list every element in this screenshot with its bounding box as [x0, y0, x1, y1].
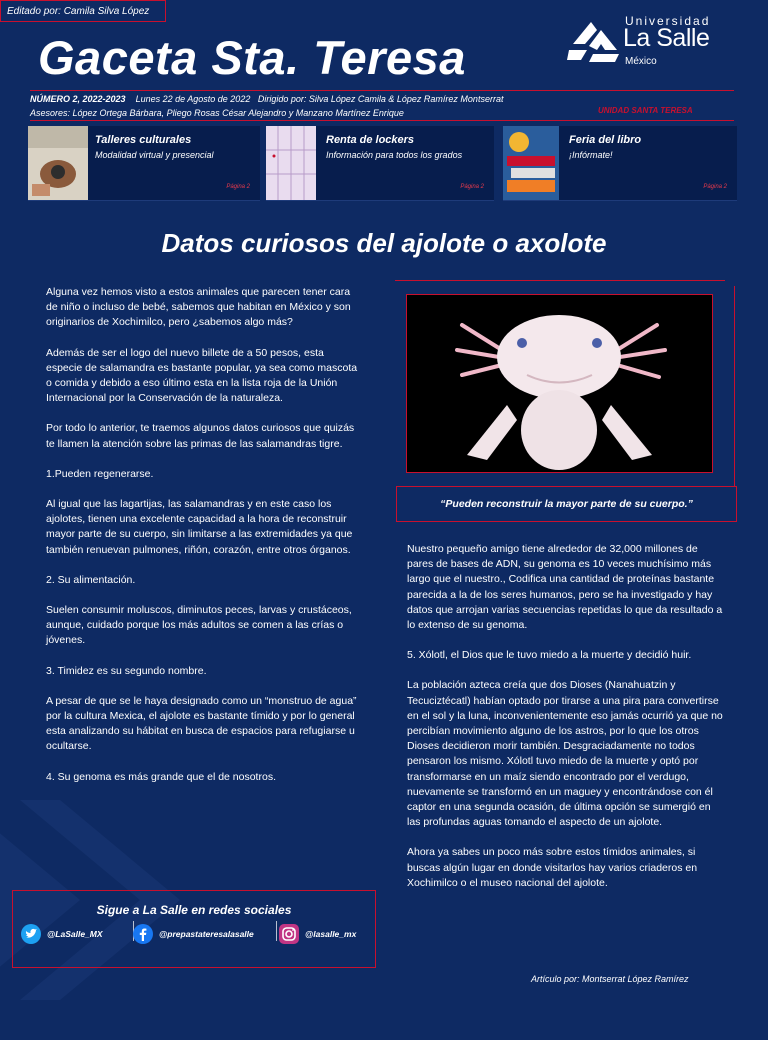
- article-right-column: [407, 542, 723, 906]
- article-headline: Datos curiosos del ajolote o axolote: [161, 228, 607, 258]
- twitter-icon: [21, 924, 41, 944]
- directed-by: Dirigido por: Silva López Camila & López Ramírez Montserrat: [257, 94, 504, 104]
- paragraph: 3. Timidez es su segundo nombre.: [46, 664, 207, 677]
- paragraph: 1.Pueden regenerarse.: [46, 467, 154, 480]
- divider: [276, 921, 277, 941]
- photo-side-rule: [734, 286, 735, 486]
- card-title: Renta de lockers: [326, 134, 415, 146]
- logo-lasalle-text: La Salle: [623, 24, 710, 52]
- paragraph: La población azteca creía que dos Dioses (Nanahuatzin y Tecuciztécatl) habían optado por tirarse a una pira para convertirse en el sol y la luna, inconvenientemente eso jamás ocurrió ya que no percibían movimiento alguno de los astros, por lo que los otros Dioses decidieron morir también. Desgraciadamente no todos pensaron los mismo. Xólotl tuvo miedo de la muerte y optó por transformarse en un maíz siendo encontrado por el verdugo, nuevamente se transformó en un maguey y encontrándose con él captor en una segunda ocasión, de última opción se sumergió en las profundas aguas tomando el aspecto de un ajolote.: [407, 679, 723, 829]
- article-credit: Artículo por: Montserrat López Ramírez: [531, 974, 689, 984]
- axolotl-photo: [406, 294, 713, 473]
- card-title: Talleres culturales: [95, 134, 192, 146]
- la-salle-logo: [567, 14, 727, 74]
- paragraph: Suelen consumir moluscos, diminutos peces, larvas y crustáceos, aunque, cuidado porque los más adultos se comen a las crías o jóvenes.: [46, 604, 352, 647]
- facebook-icon: [133, 924, 153, 944]
- advisors-line: Asesores: López Ortega Bárbara, Pliego Rosas César Alejandro y Manzano Martínez Enrique: [30, 108, 404, 118]
- issue-line: [30, 94, 503, 104]
- social-title: Sigue a La Salle en redes sociales: [96, 903, 292, 917]
- talleres-thumbnail: [28, 126, 88, 200]
- la-salle-star-icon: [567, 16, 621, 66]
- card-page: Página 2: [226, 184, 250, 190]
- instagram-icon: [279, 924, 299, 944]
- header-rule-bottom: [30, 120, 734, 121]
- logo-university-text: Universidad: [625, 14, 711, 28]
- issue-date: Lunes 22 de Agosto de 2022: [135, 94, 251, 104]
- paragraph: Alguna vez hemos visto a estos animales que parecen tener cara de niño o incluso de bebé, sabemos que habitan en México y son originarios de Xochimilco, pero ¿sabemos algo más?: [46, 286, 351, 329]
- twitter-link[interactable]: [21, 923, 103, 945]
- feria-libro-thumbnail: [503, 126, 559, 200]
- pull-quote: “Pueden reconstruir la mayor parte de su cuerpo.”: [396, 486, 737, 522]
- logo-mexico-text: México: [625, 56, 657, 67]
- article-left-column: [46, 285, 360, 800]
- paragraph: 4. Su genoma es más grande que el de nosotros.: [46, 770, 276, 783]
- social-media-box: [12, 890, 376, 968]
- lockers-thumbnail: [266, 126, 316, 200]
- card-subtitle: Modalidad virtual y presencial: [95, 150, 214, 160]
- masthead-title: Gaceta Sta. Teresa: [38, 31, 466, 84]
- card-page: Página 2: [460, 184, 484, 190]
- instagram-handle: @lasalle_mx: [305, 929, 357, 939]
- paragraph: Por todo lo anterior, te traemos algunos datos curiosos que quizás te llamen la atención sobre las primas de las salamandras tigre.: [46, 422, 355, 450]
- card-talleres[interactable]: [28, 126, 260, 201]
- paragraph: 5. Xólotl, el Dios que le tuvo miedo a la muerte y decidió huir.: [407, 649, 692, 662]
- paragraph: Al igual que las lagartijas, las salamandras y en este caso los ajolotes, tienen una excelente capacidad a la hora de reconstruir mayor parte de su cuerpo, sin limitarse a las extremidades ya que también renuevan pulmones, riñón, corazón, entre otros órganos.: [46, 498, 353, 556]
- card-page: Página 2: [703, 184, 727, 190]
- issue-number: NÚMERO 2, 2022-2023: [30, 94, 126, 104]
- card-lockers[interactable]: [266, 126, 494, 201]
- paragraph: Ahora ya sabes un poco más sobre estos tímidos animales, si buscas algún lugar en donde visitarlos hay varios criaderos en Xochimilco o el museo nacional del ajolote.: [407, 846, 698, 889]
- editor-credit: Editado por: Camila Silva López: [0, 0, 166, 22]
- facebook-link[interactable]: [133, 923, 254, 945]
- facebook-handle: @prepastateresalasalle: [159, 929, 254, 939]
- instagram-link[interactable]: [279, 923, 356, 945]
- card-feria-libro[interactable]: [503, 126, 737, 201]
- card-subtitle: ¡Infórmate!: [569, 150, 613, 160]
- paragraph: Nuestro pequeño amigo tiene alrededor de 32,000 millones de pares de bases de ADN, su genoma es 10 veces muchísimo más largo que el nuestro., Codifica una cantidad de proteínas bastante parecida a la de los seres humanos, pero se ha investigado y hay datos que arrojan varias secuencias repetidas lo que da resultado a lo extenso de su genoma.: [407, 543, 723, 632]
- card-title: Feria del libro: [569, 134, 642, 146]
- header-rule-top: [30, 90, 734, 91]
- card-subtitle: Información para todos los grados: [326, 150, 463, 160]
- paragraph: A pesar de que se le haya designado como un “monstruo de agua” por la cultura Mexica, el ajolote es bastante tímido y por lo general esta analizando su hábitat en busca de espacios para refugiarse u ocultarse.: [46, 694, 357, 753]
- paragraph: 2. Su alimentación.: [46, 573, 136, 586]
- headline-rule: [395, 280, 725, 281]
- twitter-handle: @LaSalle_MX: [47, 929, 103, 939]
- unit-label: UNIDAD SANTA TERESA: [598, 106, 693, 115]
- paragraph: Además de ser el logo del nuevo billete de a 50 pesos, esta especie de salamandra es bastante popular, ya sea como mascota o comida y debido a eso último esta en la lista roja de la Unión Internacional por la Conservación de la naturaleza.: [46, 346, 358, 405]
